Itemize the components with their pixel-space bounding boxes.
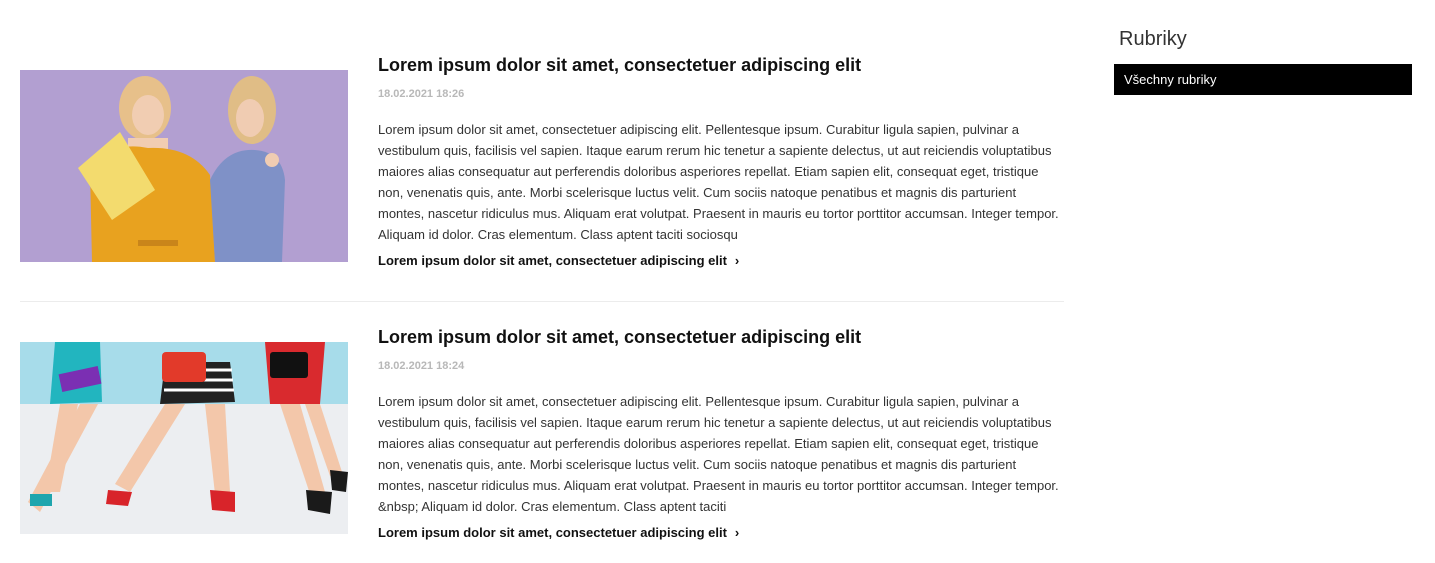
article-card	[20, 322, 1064, 562]
sidebar	[1114, 28, 1412, 95]
fashion-photo-seated-women	[20, 342, 348, 534]
chevron-right-icon: ›	[734, 525, 740, 540]
article-image[interactable]	[20, 70, 348, 262]
read-more-link[interactable]	[378, 525, 739, 540]
article-content	[378, 322, 1064, 542]
article-excerpt: Lorem ipsum dolor sit amet, consectetuer adipiscing elit. Pellentesque ipsum. Curabitur ligula sapien, pulvinar a vestibulum quis, facilisis vel sapien. Itaque earum rerum hic tenetur a sapiente delectus, ut aut reiciendis voluptatibus maiores alias consequatur aut perferendis doloribus asperiores repellat. Etiam sapien elit, consequat eget, tristique non, venenatis quis, ante. Morbi scelerisque luctus velit. Cum sociis natoque penatibus et magnis dis parturient montes, nascetur ridiculus mus. Aliquam erat volutpat. Praesent in mauris eu tortor porttitor accumsan. Integer tempor. &nbsp; Aliquam id dolor. Cras elementum. Class aptent taciti	[378, 394, 1059, 514]
category-item-all[interactable]: Všechny rubriky	[1114, 64, 1412, 95]
article-date: 18.02.2021 18:26	[378, 88, 465, 100]
article-title[interactable]: Lorem ipsum dolor sit amet, consectetuer adipiscing elit	[378, 55, 862, 75]
article-excerpt: Lorem ipsum dolor sit amet, consectetuer adipiscing elit. Pellentesque ipsum. Curabitur ligula sapien, pulvinar a vestibulum quis, facilisis vel sapien. Itaque earum rerum hic tenetur a sapiente delectus, ut aut reiciendis voluptatibus maiores alias consequatur aut perferendis doloribus asperiores repellat. Etiam sapien elit, consequat eget, tristique non, venenatis quis, ante. Morbi scelerisque luctus velit. Cum sociis natoque penatibus et magnis dis parturient montes, nascetur ridiculus mus. Aliquam erat volutpat. Praesent in mauris eu tortor porttitor accumsan. Integer tempor. Aliquam id dolor. Cras elementum. Class aptent taciti sociosqu	[378, 122, 1059, 242]
article-image[interactable]	[20, 342, 348, 534]
article-divider	[20, 301, 1064, 302]
article-card	[20, 50, 1064, 290]
sidebar-heading: Rubriky	[1119, 28, 1187, 50]
read-more-link[interactable]	[378, 253, 739, 268]
read-more-label: Lorem ipsum dolor sit amet, consectetuer adipiscing elit	[378, 253, 727, 268]
article-date: 18.02.2021 18:24	[378, 360, 465, 372]
article-content	[378, 50, 1064, 270]
fashion-photo-two-women	[20, 70, 348, 262]
read-more-label: Lorem ipsum dolor sit amet, consectetuer adipiscing elit	[378, 525, 727, 540]
chevron-right-icon: ›	[734, 253, 740, 268]
article-title[interactable]: Lorem ipsum dolor sit amet, consectetuer adipiscing elit	[378, 327, 862, 347]
